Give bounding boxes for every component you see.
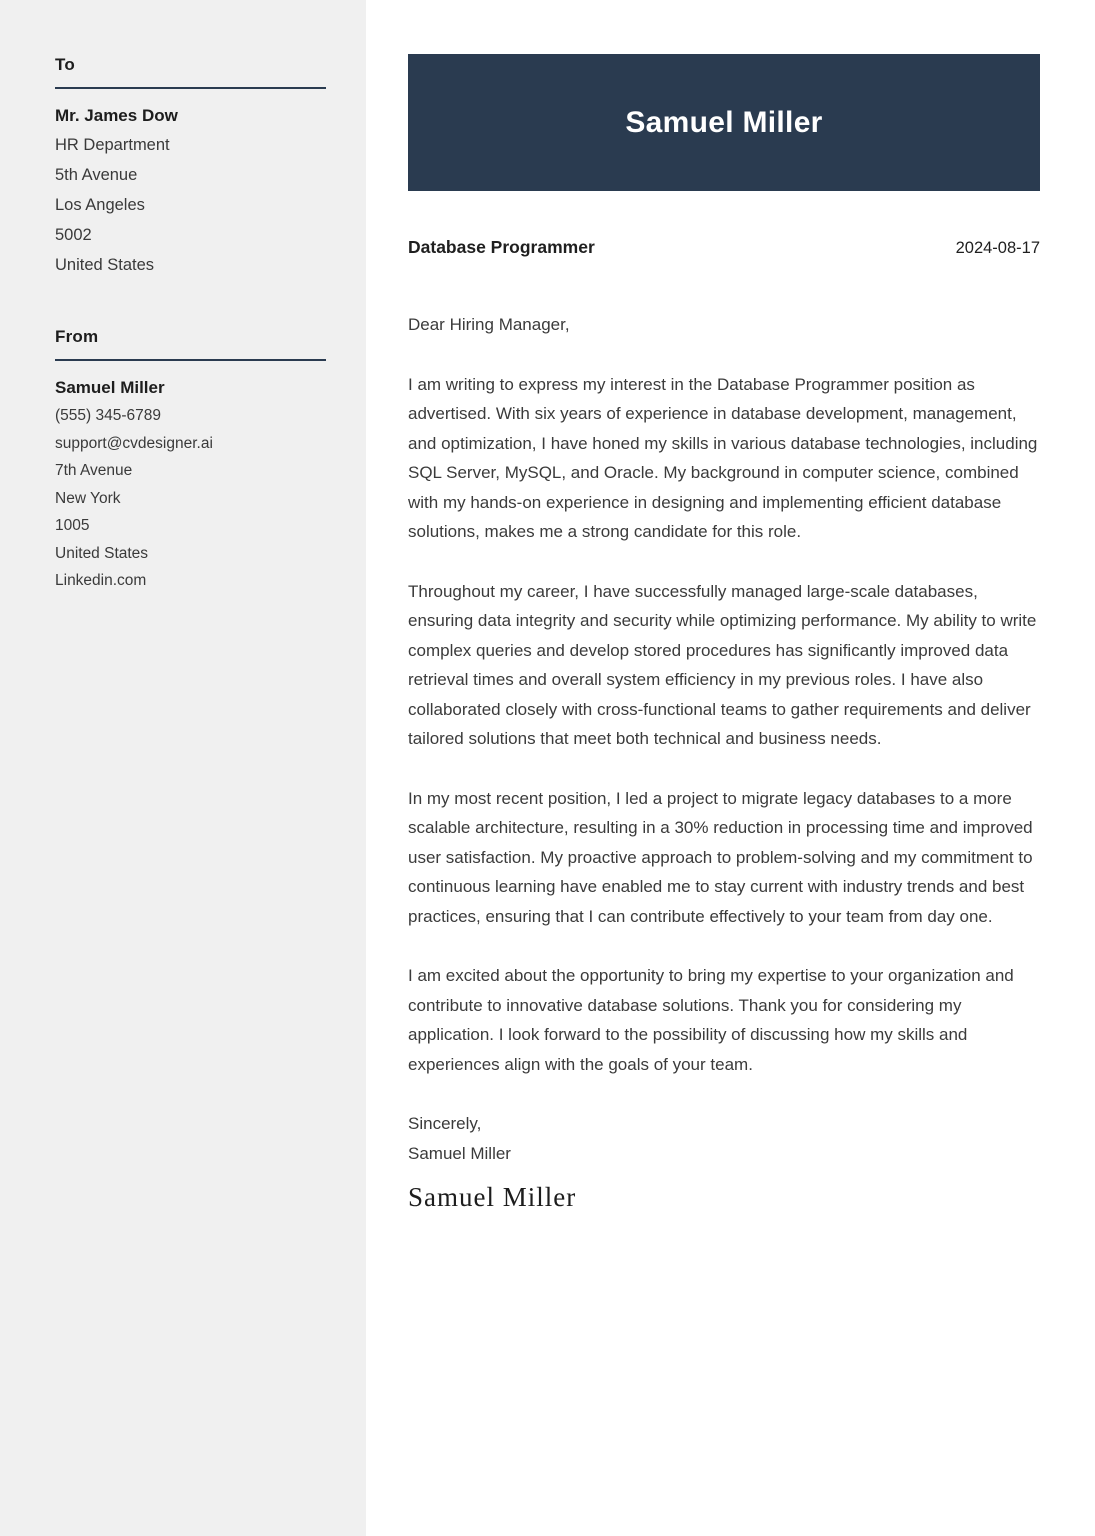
sender-email: support@cvdesigner.ai xyxy=(55,434,213,452)
sender-zip: 1005 xyxy=(55,517,90,534)
closing-block xyxy=(408,1109,1040,1168)
to-section xyxy=(55,55,326,280)
from-section xyxy=(55,327,326,595)
recipient-department: HR Department xyxy=(55,136,170,154)
letter-meta-row xyxy=(408,237,1040,258)
sender-country: United States xyxy=(55,544,149,562)
name-banner xyxy=(408,54,1040,191)
paragraph-experience: Throughout my career, I have successfully managed large-scale databases, ensuring data integrity and security while optimizing performance. My ability to write complex queries and develop stored procedures has significantly improved data retrieval times and overall system efficiency in my previous roles. I have also collaborated closely with cross-functional teams to gather requirements and deliver tailored solutions that meet both technical and business needs. xyxy=(408,581,1037,748)
job-title: Database Programmer xyxy=(408,237,595,257)
letter-date: 2024-08-17 xyxy=(955,239,1040,257)
to-heading-divider xyxy=(55,87,326,89)
paragraph-closing: I am excited about the opportunity to bring my expertise to your organization and contribute to innovative database solutions. Thank you for considering my application. I look forward to the possibility of discussing how my skills and experiences align with the goals of your team. xyxy=(408,966,1014,1074)
paragraph-intro: I am writing to express my interest in the Database Programmer position as advertised. With six years of experience in database development, management, and optimization, I have honed my skills in various database technologies, including SQL Server, MySQL, and Oracle. My background in computer science, combined with my hands-on experience in designing and implementing efficient database solutions, makes me a strong candidate for this role. xyxy=(408,374,1038,541)
closing-salutation: Sincerely, xyxy=(408,1114,482,1133)
sender-street: 7th Avenue xyxy=(55,462,133,479)
from-heading: From xyxy=(55,327,99,346)
letter-main xyxy=(408,0,1040,1213)
contact-sidebar xyxy=(0,0,366,1536)
sender-name: Samuel Miller xyxy=(55,378,165,397)
sender-phone: (555) 345-6789 xyxy=(55,407,161,424)
paragraph-achievements: In my most recent position, I led a project to migrate legacy databases to a more scalable architecture, resulting in a 30% reduction in processing time and improved user satisfaction. My proactive approach to problem-solving and my commitment to continuous learning have enabled me to stay current with industry trends and best practices, ensuring that I can contribute effectively to your team from day one. xyxy=(408,788,1033,926)
recipient-zip: 5002 xyxy=(55,226,92,244)
recipient-name: Mr. James Dow xyxy=(55,106,178,125)
sender-city: New York xyxy=(55,489,121,507)
sender-linkedin: Linkedin.com xyxy=(55,572,147,589)
closing-name: Samuel Miller xyxy=(408,1143,511,1163)
to-heading: To xyxy=(55,55,75,74)
salutation: Dear Hiring Manager, xyxy=(408,315,570,334)
candidate-name: Samuel Miller xyxy=(625,105,823,139)
from-heading-divider xyxy=(55,359,326,361)
recipient-country: United States xyxy=(55,256,155,274)
recipient-city: Los Angeles xyxy=(55,196,145,214)
signature-text: Samuel Miller xyxy=(408,1182,577,1212)
recipient-street: 5th Avenue xyxy=(55,166,138,184)
